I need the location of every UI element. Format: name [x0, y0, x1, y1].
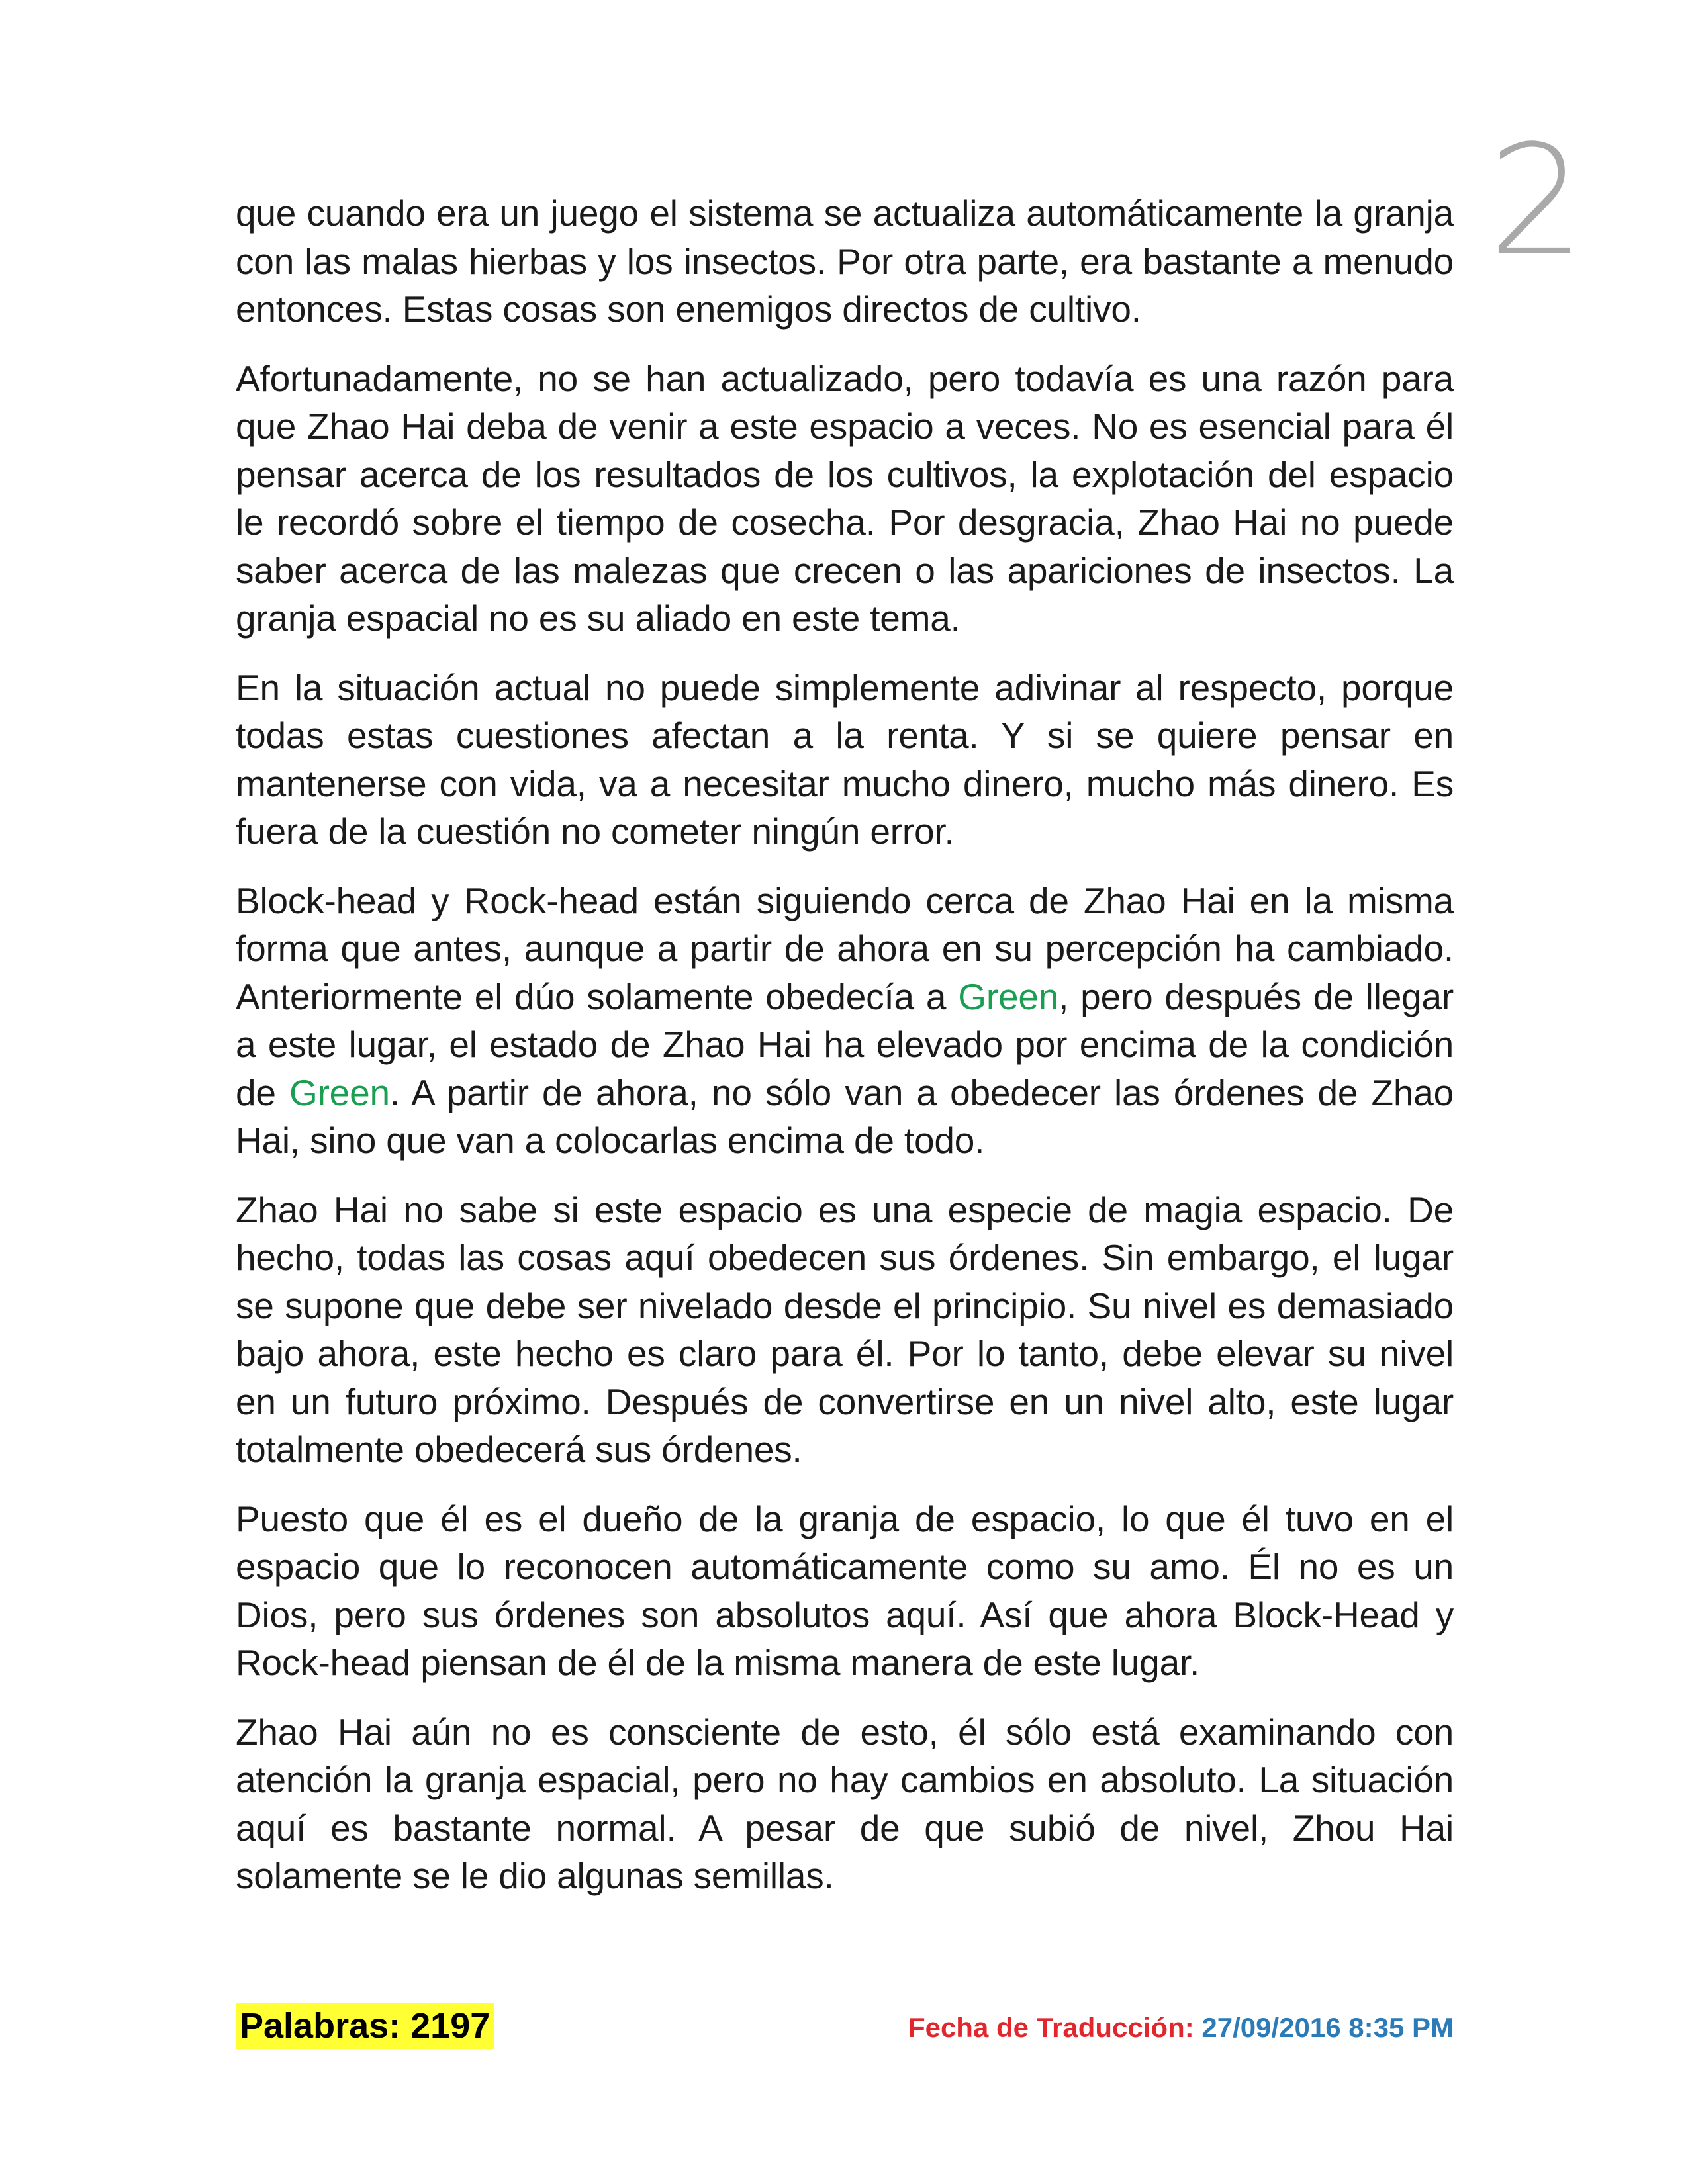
paragraph-text: , pero después de llegar a este lugar, el estado de Zhao Hai ha elevado por encima de la condición de	[236, 976, 1454, 1113]
paragraph	[236, 1708, 1454, 1900]
page-footer	[236, 2003, 1454, 2049]
paragraph-text: Block-head y Rock-head están siguiendo cerca de Zhao Hai en la misma forma que antes, aunque a partir de ahora en su percepción ha cambiado. Anteriormente el dúo solamente obedecía a	[236, 880, 1454, 1017]
paragraph	[236, 1495, 1454, 1687]
paragraph-text: Zhao Hai aún no es consciente de esto, él sólo está examinando con atención la granja espacial, pero no hay cambios en absoluto. La situación aquí es bastante normal. A pesar de que subió de nivel, Zhou Hai solamente se le dio algunas semillas.	[236, 1711, 1454, 1896]
paragraph-text: Zhao Hai no sabe si este espacio es una especie de magia espacio. De hecho, todas las cosas aquí obedecen sus órdenes. Sin embargo, el lugar se supone que debe ser nivelado desde el principio. Su nivel es demasiado bajo ahora, este hecho es claro para él. Por lo tanto, debe elevar su nivel en un futuro próximo. Después de convertirse en un nivel alto, este lugar totalmente obedecerá sus órdenes.	[236, 1189, 1454, 1470]
paragraph	[236, 1186, 1454, 1474]
paragraph	[236, 355, 1454, 643]
paragraph-text: . A partir de ahora, no sólo van a obedecer las órdenes de Zhao Hai, sino que van a colocarlas encima de todo.	[236, 1071, 1454, 1161]
paragraph	[236, 877, 1454, 1165]
character-name-green: Green	[289, 1071, 390, 1113]
page-number: 2	[1488, 113, 1585, 290]
word-count-badge: Palabras: 2197	[236, 2003, 494, 2049]
paragraph-text: Afortunadamente, no se han actualizado, pero todavía es una razón para que Zhao Hai deba de venir a este espacio a veces. No es esencial para él pensar acerca de los resultados de los cultivos, la explotación del espacio le recordó sobre el tiempo de cosecha. Por desgracia, Zhao Hai no puede saber acerca de las malezas que crecen o las apariciones de insectos. La granja espacial no es su aliado en este tema.	[236, 357, 1454, 639]
document-body	[236, 189, 1454, 1921]
paragraph	[236, 664, 1454, 856]
paragraph-text: Puesto que él es el dueño de la granja de espacio, lo que él tuvo en el espacio que lo reconocen automáticamente como su amo. Él no es un Dios, pero sus órdenes son absolutos aquí. Así que ahora Block-Head y Rock-head piensan de él de la misma manera de este lugar.	[236, 1498, 1454, 1683]
translation-date	[908, 2009, 1454, 2046]
paragraph	[236, 189, 1454, 334]
translation-date-label: Fecha de Traducción:	[908, 2012, 1194, 2043]
character-name-green: Green	[958, 976, 1059, 1017]
translation-date-value: 27/09/2016 8:35 PM	[1201, 2012, 1454, 2043]
paragraph-text: En la situación actual no puede simplemente adivinar al respecto, porque todas estas cuestiones afectan a la renta. Y si se quiere pensar en mantenerse con vida, va a necesitar mucho dinero, mucho más dinero. Es fuera de la cuestión no cometer ningún error.	[236, 666, 1454, 852]
paragraph-text: que cuando era un juego el sistema se actualiza automáticamente la granja con las malas hierbas y los insectos. Por otra parte, era bastante a menudo entonces. Estas cosas son enemigos directos de cultivo.	[236, 193, 1454, 330]
